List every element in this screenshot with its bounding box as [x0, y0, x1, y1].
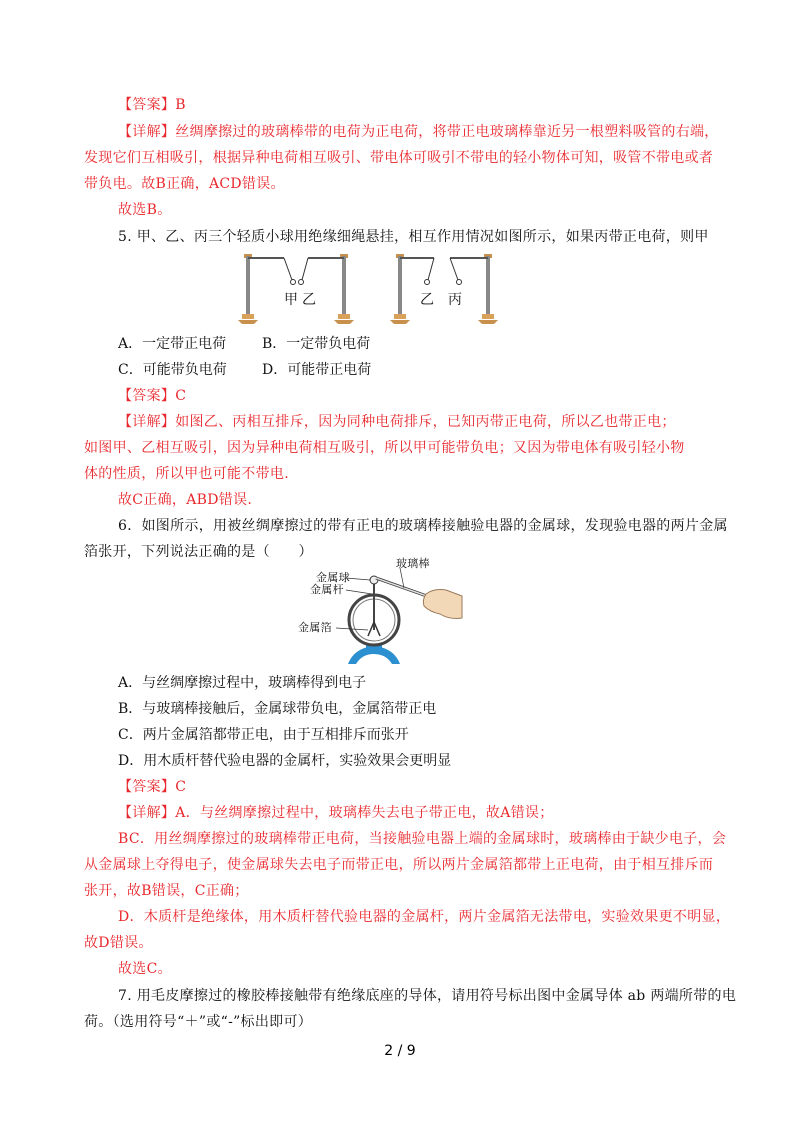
q6-option-c: C．两片金属箔都带正电，由于互相排斥而张开	[118, 727, 409, 743]
q6-detail-line-6: 故D错误。	[84, 935, 153, 951]
q7-stem-line-2: 荷。（选用符号“＋”或“-”标出即可）	[84, 1014, 313, 1030]
q7-stem-line-1: 7. 用毛皮摩擦过的橡胶棒接触带有绝缘底座的导体，请用符号标出图中金属导体 ab 两端所带的电	[118, 988, 737, 1004]
q6-conclusion: 故选C。	[118, 961, 172, 977]
q5-label-bing: 丙	[448, 292, 463, 308]
q6-detail-line-3: 从金属球上夺得电子，使金属球失去电子而带正电，所以两片金属箔都带上正电荷，由于相互排斥而	[84, 857, 714, 873]
q5-label-yi-2: 乙	[420, 292, 435, 308]
q6-option-d: D．用木质杆替代验电器的金属杆，实验效果会更明显	[118, 753, 452, 769]
q6-detail-line-5: D．木质杆是绝缘体，用木质杆替代验电器的金属杆，两片金属箔无法带电，实验效果更不明显，	[118, 909, 731, 925]
q4-detail-line-3: 带负电。故B正确，ACD错误。	[84, 176, 285, 192]
q4-detail-line-2: 发现它们互相吸引，根据异种电荷相互吸引、带电体可吸引不带电的轻小物体可知，吸管不带电或者	[84, 150, 714, 166]
q5-option-a: A．一定带正电荷	[118, 336, 227, 352]
q5-detail-line-2: 如图甲、乙相互吸引，因为异种电荷相互吸引，所以甲可能带负电；又因为带电体有吸引轻小物	[84, 440, 685, 456]
q4-answer: 【答案】B	[118, 97, 186, 113]
q4-conclusion: 故选B。	[118, 202, 172, 218]
q6-stem-line-1: 6．如图所示，用被丝绸摩擦过的带有正电的玻璃棒接触验电器的金属球，发现验电器的两片金属	[118, 518, 728, 534]
q5-stem: 5. 甲、乙、丙三个轻质小球用绝缘细绳悬挂，相互作用情况如图所示，如果丙带正电荷，则甲	[118, 229, 709, 245]
q5-option-d: D．可能带正电荷	[262, 362, 372, 378]
q5-detail-line-1: 【详解】如图乙、丙相互排斥，因为同种电荷排斥，已知丙带正电荷，所以乙也带正电；	[118, 414, 676, 430]
q6-detail-line-2: BC．用丝绸摩擦过的玻璃棒带正电荷，当接触验电器上端的金属球时，玻璃棒由于缺少电子，会	[118, 831, 727, 847]
q6-answer: 【答案】C	[118, 779, 187, 795]
q5-option-b: B．一定带负电荷	[262, 336, 371, 352]
q5-detail-line-3: 体的性质，所以甲也可能不带电.	[84, 466, 289, 482]
q6-option-a: A．与丝绸摩擦过程中，玻璃棒得到电子	[118, 675, 367, 691]
q6-detail-line-4: 张开，故B错误，C正确；	[84, 883, 249, 899]
q5-label-yi-1: 乙	[302, 292, 317, 308]
q6-label-ball: 金属球	[316, 571, 350, 584]
q5-option-c: C．可能带负电荷	[118, 362, 227, 378]
q6-stem-line-2: 箔张开，下列说法正确的是（ ）	[84, 544, 313, 560]
q5-detail-line-4: 故C正确，ABD错误.	[118, 492, 253, 508]
q6-detail-line-1: 【详解】A．与丝绸摩擦过程中，玻璃棒失去电子带正电，故A错误；	[118, 805, 554, 821]
q5-answer: 【答案】C	[118, 388, 187, 404]
q5-figure-stands	[238, 250, 500, 328]
q5-label-jia: 甲	[284, 292, 299, 308]
q6-option-b: B．与玻璃棒接触后，金属球带负电，金属箔带正电	[118, 701, 437, 717]
q6-label-stem: 金属杆	[310, 583, 344, 596]
page-number: 2 / 9	[384, 1043, 416, 1059]
q6-label-rod: 玻璃棒	[396, 557, 430, 570]
q6-label-foil: 金属箔	[298, 621, 332, 634]
q4-detail-line-1: 【详解】丝绸摩擦过的玻璃棒带的电荷为正电荷，将带正电玻璃棒靠近另一根塑料吸管的右端，	[118, 124, 719, 140]
